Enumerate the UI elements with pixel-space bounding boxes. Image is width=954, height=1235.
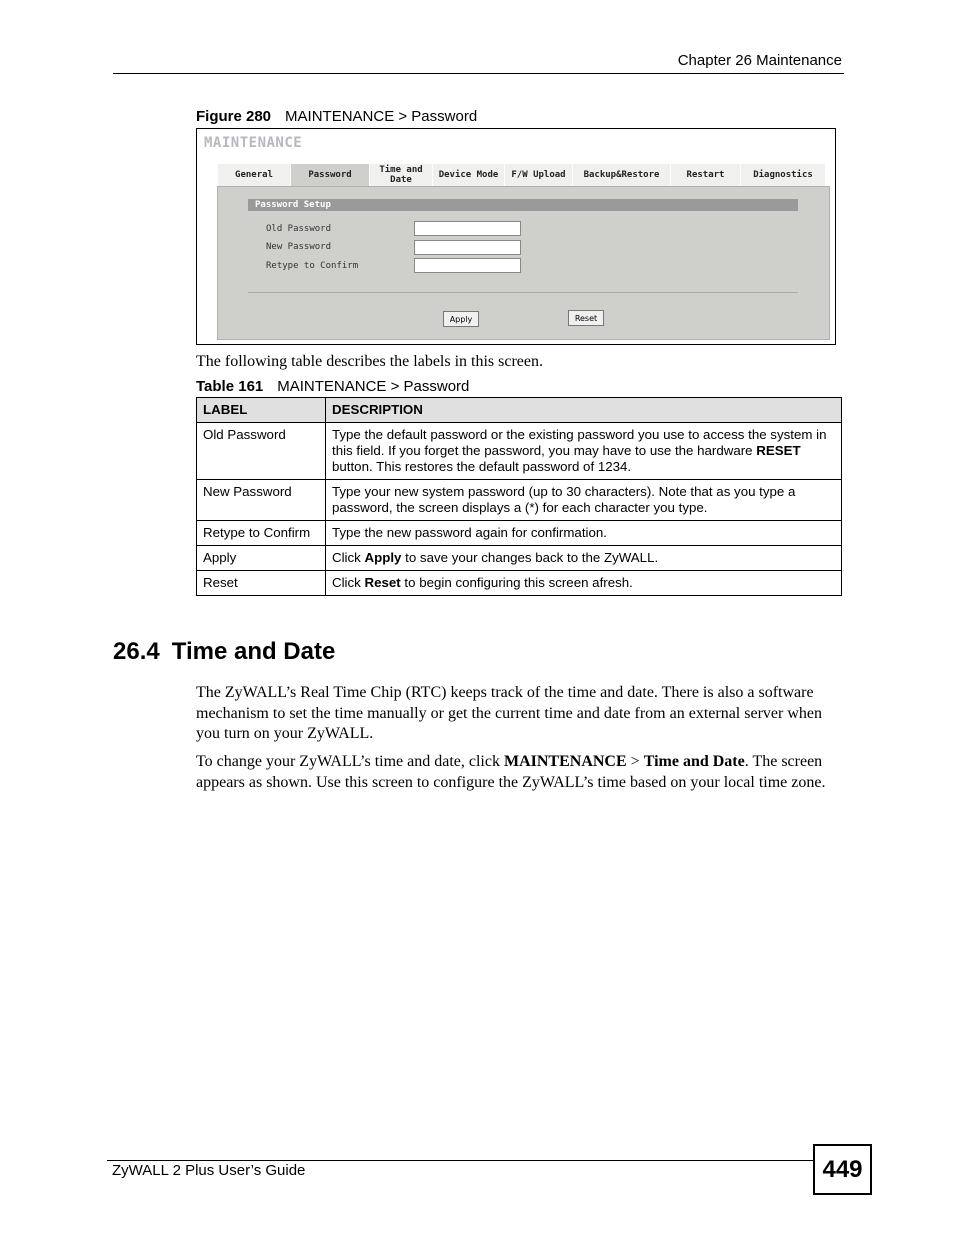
rtc-paragraph: The ZyWALL’s Real Time Chip (RTC) keeps track of the time and date. There is also a software mechanism to set the time manually or get the current time and date from an external server when you turn on your ZyWALL. <box>196 684 822 742</box>
tab-diagnostics[interactable]: Diagnostics <box>741 164 826 186</box>
row-description: Click Reset to begin configuring this screen afresh. <box>326 571 842 596</box>
guide-title: ZyWALL 2 Plus User’s Guide <box>112 1162 306 1179</box>
apply-button[interactable]: Apply <box>443 311 479 327</box>
figure-caption <box>196 108 477 125</box>
header-rule <box>113 73 844 74</box>
tab-restart[interactable]: Restart <box>671 164 741 186</box>
password-label-table <box>196 397 842 596</box>
row-description: Type your new system password (up to 30 characters). Note that as you type a password, the screen displays a (*) for each character you type. <box>326 480 842 521</box>
tab-time-and-date[interactable]: Time and Date <box>370 164 433 186</box>
row-label: Retype to Confirm <box>197 521 326 546</box>
tab-fw-upload[interactable]: F/W Upload <box>505 164 573 186</box>
figure-caption-text: MAINTENANCE > Password <box>285 108 478 125</box>
page-number: 449 <box>813 1144 872 1195</box>
row-label: Apply <box>197 546 326 571</box>
description-column-header: DESCRIPTION <box>326 398 842 423</box>
section-heading <box>113 638 335 666</box>
row-label: Old Password <box>197 423 326 480</box>
table-row <box>197 546 842 571</box>
retype-confirm-label: Retype to Confirm <box>266 261 359 271</box>
table-row <box>197 571 842 596</box>
tab-bar <box>218 164 826 186</box>
reset-button[interactable]: Reset <box>568 310 604 326</box>
row-label: Reset <box>197 571 326 596</box>
new-password-label: New Password <box>266 242 332 252</box>
tab-general[interactable]: General <box>218 164 291 186</box>
password-setup-header: Password Setup <box>248 199 798 211</box>
label-column-header: LABEL <box>197 398 326 423</box>
chapter-header: Chapter 26 Maintenance <box>677 52 842 69</box>
table-header-row <box>197 398 842 423</box>
table-intro: The following table describes the labels in this screen. <box>196 353 544 370</box>
row-description: Click Apply to save your changes back to the ZyWALL. <box>326 546 842 571</box>
table-label: Table 161 <box>196 378 264 395</box>
table-row <box>197 521 842 546</box>
section-number: 26.4 <box>113 638 160 665</box>
password-panel <box>217 186 830 340</box>
retype-confirm-input[interactable] <box>414 258 521 273</box>
new-password-input[interactable] <box>414 240 521 255</box>
footer-rule <box>107 1160 814 1161</box>
table-caption <box>196 378 469 395</box>
tab-backup-restore[interactable]: Backup&Restore <box>573 164 671 186</box>
row-label: New Password <box>197 480 326 521</box>
maintenance-screenshot <box>196 128 836 345</box>
old-password-label: Old Password <box>266 224 332 234</box>
tab-device-mode[interactable]: Device Mode <box>433 164 505 186</box>
tab-password[interactable]: Password <box>291 164 370 186</box>
row-description: Type the default password or the existing password you use to access the system in this field. If you forget the password, you may have to use the hardware RESET button. This restores the default password of 1234. <box>326 423 842 480</box>
table-caption-text: MAINTENANCE > Password <box>277 378 470 395</box>
section-title: Time and Date <box>171 638 336 665</box>
panel-divider <box>248 292 798 293</box>
old-password-input[interactable] <box>414 221 521 236</box>
table-row <box>197 480 842 521</box>
change-time-paragraph: To change your ZyWALL’s time and date, click MAINTENANCE > Time and Date. The screen appears as shown. Use this screen to configure the ZyWALL’s time based on your local time zone. <box>196 753 826 791</box>
figure-label: Figure 280 <box>196 108 272 125</box>
table-row <box>197 423 842 480</box>
row-description: Type the new password again for confirmation. <box>326 521 842 546</box>
screen-title: MAINTENANCE <box>204 135 303 151</box>
